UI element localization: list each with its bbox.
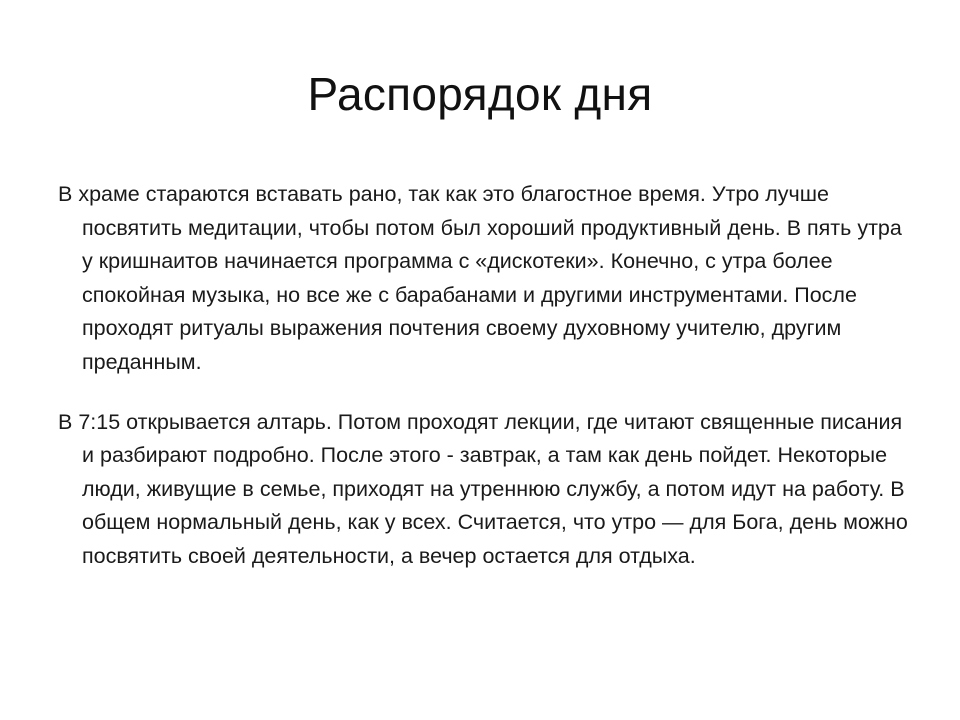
paragraph-day: В 7:15 открывается алтарь. Потом проходят лекции, где читают священные писания и разбирают подробно. После этого - завтрак, а там как день пойдет. Некоторые люди, живущие в семье, приходят на утреннюю службу, а потом идут на работу. В общем нормальный день, как у всех. Считается, что утро — для Бога, день можно посвятить своей деятельности, а вечер остается для отдыха. — [58, 409, 908, 568]
paragraph-morning: В храме стараются вставать рано, так как это благостное время. Утро лучше посвятить медитации, чтобы потом был хороший продуктивный день. В пять утра у кришнаитов начинается программа с «дискотеки». Конечно, с утра более спокойная музыка, но все же с барабанами и другими инструментами. После проходят ритуалы выражения почтения своему духовному учителю, другим преданным. — [58, 182, 902, 374]
slide-title: Распорядок дня — [307, 68, 653, 120]
slide-body — [58, 178, 908, 600]
